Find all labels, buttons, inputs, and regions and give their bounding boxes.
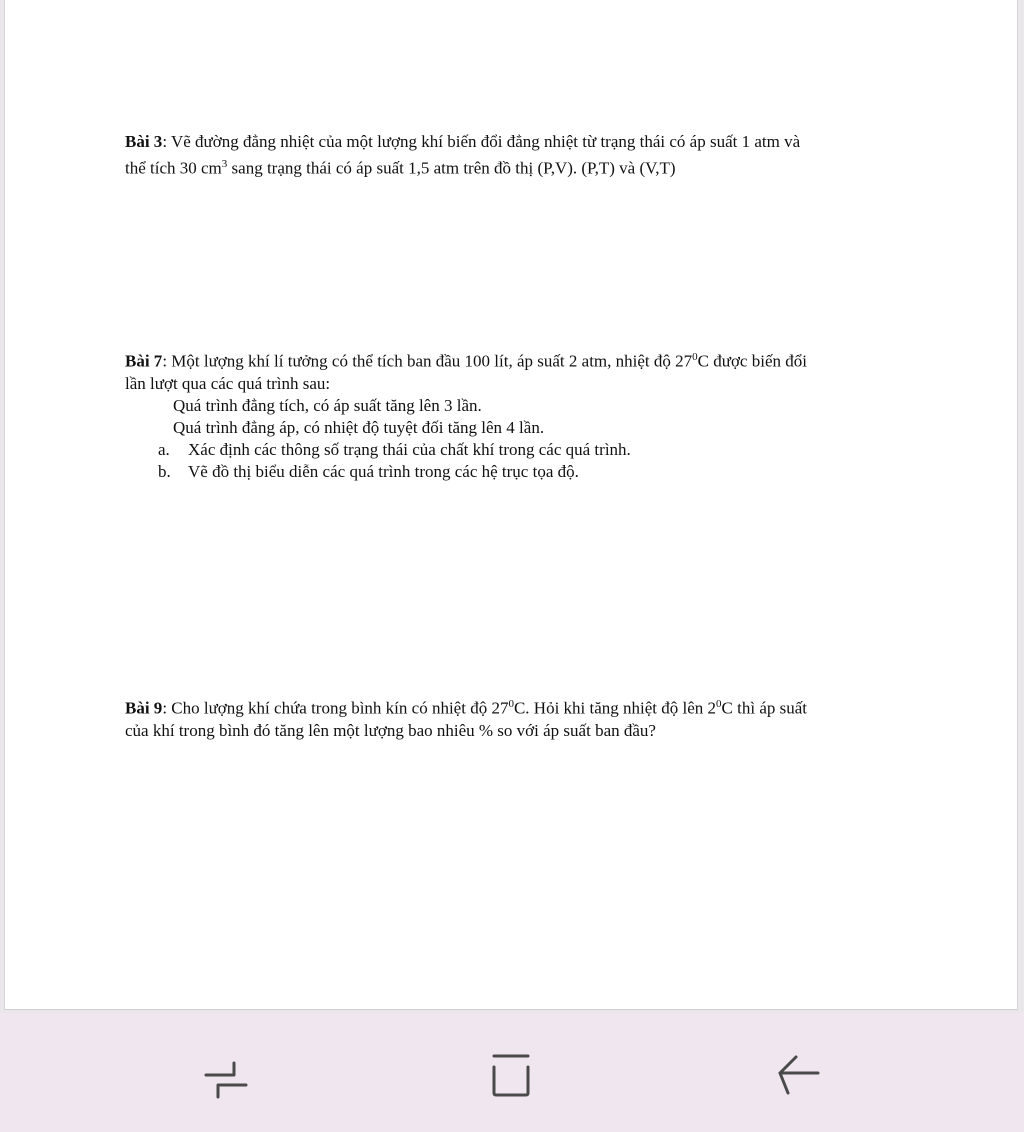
home-icon xyxy=(482,1053,542,1113)
problem-9-superscript-2: 0 xyxy=(716,698,722,710)
problem-9-text-1a: : Cho lượng khí chứa trong bình kín có nhiệt độ 27 xyxy=(162,698,509,718)
problem-7-line-2: lần lượt qua các quá trình sau: xyxy=(125,373,331,393)
problem-9-line-1 xyxy=(125,693,935,720)
problem-7-item-b xyxy=(125,461,935,483)
problem-3-text-1: : Vẽ đường đẳng nhiệt của một lượng khí biến đổi đẳng nhiệt từ trạng thái có áp suất 1 atm và xyxy=(162,132,801,151)
document-page[interactable] xyxy=(4,0,1018,1010)
problem-3-superscript: 3 xyxy=(221,158,228,170)
list-marker: a. xyxy=(158,439,170,459)
home-button[interactable] xyxy=(482,1053,542,1113)
problem-7-line-1 xyxy=(125,346,935,373)
recent-apps-button[interactable] xyxy=(196,1053,256,1113)
problem-3 xyxy=(125,131,935,180)
problem-3-label: Bài 3 xyxy=(125,132,163,151)
problem-3-line-2 xyxy=(125,153,935,180)
recent-apps-icon xyxy=(196,1053,256,1113)
problem-7-item-a xyxy=(125,439,935,461)
back-icon xyxy=(766,1053,826,1113)
problem-9-text-1c: C thì áp suất xyxy=(721,698,808,718)
problem-3-line-1 xyxy=(125,131,935,153)
problem-7-text-1a: : Một lượng khí lí tưởng có thể tích ban đầu 100 lít, áp suất 2 atm, nhiệt độ 27 xyxy=(162,351,693,371)
problem-3-text-2b: sang trạng thái có áp suất 1,5 atm trên đồ thị (P,V). (P,T) và (V,T) xyxy=(227,158,676,178)
problem-9-text-1b: C. Hỏi khi tăng nhiệt độ lên 2 xyxy=(513,698,717,718)
back-button[interactable] xyxy=(766,1053,826,1113)
problem-9-superscript-1: 0 xyxy=(508,698,514,710)
problem-7-label: Bài 7 xyxy=(125,351,163,371)
list-item-text: Vẽ đồ thị biểu diễn các quá trình trong các hệ trục tọa độ. xyxy=(188,461,579,481)
navigation-bar xyxy=(0,1013,1024,1132)
problem-7-process-2: Quá trình đẳng áp, có nhiệt độ tuyệt đối tăng lên 4 lần. xyxy=(173,417,545,437)
problem-7-superscript: 0 xyxy=(692,351,698,363)
problem-7 xyxy=(125,346,935,483)
problem-9-line-2: của khí trong bình đó tăng lên một lượng bao nhiêu % so với áp suất ban đầu? xyxy=(125,720,656,740)
list-item-text: Xác định các thông số trạng thái của chất khí trong các quá trình. xyxy=(188,439,631,459)
problem-7-text-1b: C được biến đổi xyxy=(697,351,807,371)
list-marker: b. xyxy=(158,461,171,481)
problem-9-label: Bài 9 xyxy=(125,698,163,718)
problem-7-process-1: Quá trình đẳng tích, có áp suất tăng lên 3 lần. xyxy=(173,395,482,415)
problem-9 xyxy=(125,693,935,742)
problem-3-text-2a: thể tích 30 cm xyxy=(125,158,222,178)
